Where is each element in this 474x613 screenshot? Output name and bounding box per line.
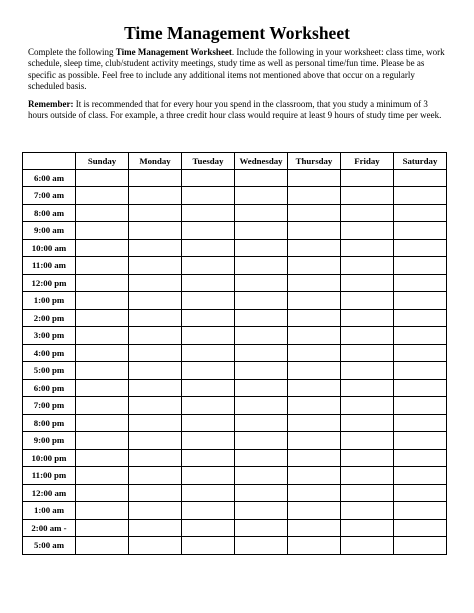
slot-cell-friday[interactable] xyxy=(341,432,394,450)
slot-cell-wednesday[interactable] xyxy=(235,204,288,222)
slot-cell-friday[interactable] xyxy=(341,397,394,415)
slot-cell-monday[interactable] xyxy=(129,379,182,397)
slot-cell-thursday[interactable] xyxy=(288,257,341,275)
time-label: 1:00 pm xyxy=(23,292,76,310)
slot-cell-friday[interactable] xyxy=(341,467,394,485)
slot-cell-friday[interactable] xyxy=(341,519,394,537)
slot-cell-tuesday[interactable] xyxy=(182,222,235,240)
schedule-row xyxy=(23,397,447,415)
time-label: 12:00 pm xyxy=(23,274,76,292)
time-label: 12:00 am xyxy=(23,484,76,502)
time-label: 11:00 am xyxy=(23,257,76,275)
time-label: 11:00 pm xyxy=(23,467,76,485)
slot-cell-friday[interactable] xyxy=(341,449,394,467)
slot-cell-saturday[interactable] xyxy=(394,537,447,555)
slot-cell-friday[interactable] xyxy=(341,257,394,275)
slot-cell-thursday[interactable] xyxy=(288,484,341,502)
slot-cell-sunday[interactable] xyxy=(76,274,129,292)
schedule-row xyxy=(23,274,447,292)
slot-cell-sunday[interactable] xyxy=(76,169,129,187)
slot-cell-thursday[interactable] xyxy=(288,519,341,537)
slot-cell-tuesday[interactable] xyxy=(182,257,235,275)
slot-cell-friday[interactable] xyxy=(341,309,394,327)
time-label-overnight-start: 2:00 am - xyxy=(23,519,76,537)
slot-cell-sunday[interactable] xyxy=(76,432,129,450)
slot-cell-saturday[interactable] xyxy=(394,519,447,537)
slot-cell-sunday[interactable] xyxy=(76,309,129,327)
slot-cell-sunday[interactable] xyxy=(76,414,129,432)
slot-cell-monday[interactable] xyxy=(129,309,182,327)
slot-cell-saturday[interactable] xyxy=(394,274,447,292)
slot-cell-wednesday[interactable] xyxy=(235,467,288,485)
slot-cell-wednesday[interactable] xyxy=(235,169,288,187)
slot-cell-thursday[interactable] xyxy=(288,432,341,450)
time-label-overnight-end: 5:00 am xyxy=(23,537,76,555)
slot-cell-tuesday[interactable] xyxy=(182,187,235,205)
schedule-row xyxy=(23,239,447,257)
slot-cell-thursday[interactable] xyxy=(288,379,341,397)
schedule-row xyxy=(23,222,447,240)
slot-cell-wednesday[interactable] xyxy=(235,344,288,362)
schedule-table xyxy=(22,152,447,555)
schedule-row xyxy=(23,502,447,520)
slot-cell-sunday[interactable] xyxy=(76,449,129,467)
slot-cell-saturday[interactable] xyxy=(394,327,447,345)
slot-cell-friday[interactable] xyxy=(341,414,394,432)
slot-cell-friday[interactable] xyxy=(341,484,394,502)
slot-cell-thursday[interactable] xyxy=(288,467,341,485)
slot-cell-tuesday[interactable] xyxy=(182,204,235,222)
remember-paragraph xyxy=(28,99,448,122)
slot-cell-saturday[interactable] xyxy=(394,362,447,380)
slot-cell-tuesday[interactable] xyxy=(182,327,235,345)
schedule-row xyxy=(23,519,447,537)
slot-cell-wednesday[interactable] xyxy=(235,379,288,397)
slot-cell-thursday[interactable] xyxy=(288,327,341,345)
day-header-thursday: Thursday xyxy=(288,153,341,170)
schedule-row xyxy=(23,414,447,432)
schedule-row xyxy=(23,449,447,467)
slot-cell-monday[interactable] xyxy=(129,519,182,537)
slot-cell-thursday[interactable] xyxy=(288,274,341,292)
slot-cell-thursday[interactable] xyxy=(288,537,341,555)
slot-cell-sunday[interactable] xyxy=(76,344,129,362)
day-header-monday: Monday xyxy=(129,153,182,170)
slot-cell-tuesday[interactable] xyxy=(182,169,235,187)
slot-cell-friday[interactable] xyxy=(341,169,394,187)
time-label: 7:00 am xyxy=(23,187,76,205)
slot-cell-monday[interactable] xyxy=(129,327,182,345)
slot-cell-wednesday[interactable] xyxy=(235,449,288,467)
schedule-row xyxy=(23,327,447,345)
slot-cell-friday[interactable] xyxy=(341,239,394,257)
slot-cell-thursday[interactable] xyxy=(288,502,341,520)
time-label: 10:00 pm xyxy=(23,449,76,467)
slot-cell-saturday[interactable] xyxy=(394,484,447,502)
schedule-row xyxy=(23,484,447,502)
slot-cell-wednesday[interactable] xyxy=(235,274,288,292)
slot-cell-tuesday[interactable] xyxy=(182,519,235,537)
slot-cell-sunday[interactable] xyxy=(76,362,129,380)
slot-cell-friday[interactable] xyxy=(341,222,394,240)
schedule-row xyxy=(23,187,447,205)
slot-cell-friday[interactable] xyxy=(341,502,394,520)
slot-cell-monday[interactable] xyxy=(129,239,182,257)
slot-cell-tuesday[interactable] xyxy=(182,362,235,380)
slot-cell-wednesday[interactable] xyxy=(235,292,288,310)
slot-cell-saturday[interactable] xyxy=(394,467,447,485)
slot-cell-saturday[interactable] xyxy=(394,187,447,205)
instructions-paragraph xyxy=(28,47,448,93)
day-header-sunday: Sunday xyxy=(76,153,129,170)
slot-cell-saturday[interactable] xyxy=(394,204,447,222)
slot-cell-friday[interactable] xyxy=(341,379,394,397)
slot-cell-friday[interactable] xyxy=(341,327,394,345)
time-label: 9:00 am xyxy=(23,222,76,240)
slot-cell-thursday[interactable] xyxy=(288,187,341,205)
slot-cell-monday[interactable] xyxy=(129,432,182,450)
slot-cell-saturday[interactable] xyxy=(394,292,447,310)
page-title: Time Management Worksheet xyxy=(124,23,350,43)
slot-cell-saturday[interactable] xyxy=(394,257,447,275)
slot-cell-thursday[interactable] xyxy=(288,222,341,240)
corner-cell xyxy=(23,153,76,170)
day-header-wednesday: Wednesday xyxy=(235,153,288,170)
slot-cell-wednesday[interactable] xyxy=(235,537,288,555)
header-row xyxy=(23,153,447,170)
slot-cell-sunday[interactable] xyxy=(76,187,129,205)
slot-cell-friday[interactable] xyxy=(341,344,394,362)
time-label: 8:00 pm xyxy=(23,414,76,432)
slot-cell-friday[interactable] xyxy=(341,292,394,310)
slot-cell-monday[interactable] xyxy=(129,292,182,310)
instructions-bold-title: Time Management Worksheet xyxy=(115,47,232,57)
slot-cell-tuesday[interactable] xyxy=(182,484,235,502)
slot-cell-friday[interactable] xyxy=(341,362,394,380)
schedule-row xyxy=(23,362,447,380)
slot-cell-monday[interactable] xyxy=(129,204,182,222)
time-label: 8:00 am xyxy=(23,204,76,222)
slot-cell-monday[interactable] xyxy=(129,344,182,362)
slot-cell-tuesday[interactable] xyxy=(182,537,235,555)
slot-cell-friday[interactable] xyxy=(341,537,394,555)
slot-cell-sunday[interactable] xyxy=(76,519,129,537)
time-label: 1:00 am xyxy=(23,502,76,520)
slot-cell-monday[interactable] xyxy=(129,274,182,292)
slot-cell-tuesday[interactable] xyxy=(182,502,235,520)
slot-cell-thursday[interactable] xyxy=(288,449,341,467)
time-label: 10:00 am xyxy=(23,239,76,257)
remember-text: It is recommended that for every hour you spend in the classroom, that you study a minimum of 3 hours outside of class. For example, a three credit hour class would require at least 9 hours of study time per week. xyxy=(28,99,442,121)
slot-cell-saturday[interactable] xyxy=(394,432,447,450)
slot-cell-monday[interactable] xyxy=(129,169,182,187)
slot-cell-wednesday[interactable] xyxy=(235,484,288,502)
time-label: 7:00 pm xyxy=(23,397,76,415)
slot-cell-saturday[interactable] xyxy=(394,169,447,187)
slot-cell-sunday[interactable] xyxy=(76,502,129,520)
slot-cell-monday[interactable] xyxy=(129,362,182,380)
slot-cell-monday[interactable] xyxy=(129,187,182,205)
slot-cell-monday[interactable] xyxy=(129,502,182,520)
slot-cell-monday[interactable] xyxy=(129,484,182,502)
slot-cell-saturday[interactable] xyxy=(394,309,447,327)
slot-cell-thursday[interactable] xyxy=(288,309,341,327)
schedule-row xyxy=(23,537,447,555)
slot-cell-saturday[interactable] xyxy=(394,239,447,257)
time-label: 2:00 pm xyxy=(23,309,76,327)
slot-cell-thursday[interactable] xyxy=(288,344,341,362)
slot-cell-thursday[interactable] xyxy=(288,362,341,380)
time-label: 9:00 pm xyxy=(23,432,76,450)
slot-cell-friday[interactable] xyxy=(341,274,394,292)
schedule-row xyxy=(23,379,447,397)
slot-cell-monday[interactable] xyxy=(129,414,182,432)
slot-cell-saturday[interactable] xyxy=(394,449,447,467)
slot-cell-tuesday[interactable] xyxy=(182,379,235,397)
time-label: 6:00 pm xyxy=(23,379,76,397)
slot-cell-saturday[interactable] xyxy=(394,344,447,362)
time-label: 6:00 am xyxy=(23,169,76,187)
slot-cell-monday[interactable] xyxy=(129,257,182,275)
schedule-row xyxy=(23,344,447,362)
slot-cell-sunday[interactable] xyxy=(76,397,129,415)
slot-cell-monday[interactable] xyxy=(129,537,182,555)
slot-cell-thursday[interactable] xyxy=(288,397,341,415)
time-label: 5:00 pm xyxy=(23,362,76,380)
slot-cell-tuesday[interactable] xyxy=(182,449,235,467)
slot-cell-sunday[interactable] xyxy=(76,204,129,222)
slot-cell-saturday[interactable] xyxy=(394,502,447,520)
slot-cell-tuesday[interactable] xyxy=(182,432,235,450)
schedule-row xyxy=(23,292,447,310)
slot-cell-tuesday[interactable] xyxy=(182,414,235,432)
slot-cell-thursday[interactable] xyxy=(288,239,341,257)
slot-cell-sunday[interactable] xyxy=(76,222,129,240)
time-label: 3:00 pm xyxy=(23,327,76,345)
instructions-rest: . Include the following in your worksheet: class time, work schedule, sleep time, club/student activity meetings, study time as well as personal time/fun time. Please be as specific as possible. Feel free to include any additional items not mentioned above that occur on a regularly scheduled basis. xyxy=(28,47,445,92)
slot-cell-tuesday[interactable] xyxy=(182,292,235,310)
slot-cell-friday[interactable] xyxy=(341,204,394,222)
schedule-row xyxy=(23,257,447,275)
slot-cell-thursday[interactable] xyxy=(288,204,341,222)
slot-cell-saturday[interactable] xyxy=(394,222,447,240)
slot-cell-wednesday[interactable] xyxy=(235,222,288,240)
slot-cell-monday[interactable] xyxy=(129,397,182,415)
slot-cell-wednesday[interactable] xyxy=(235,432,288,450)
slot-cell-monday[interactable] xyxy=(129,467,182,485)
slot-cell-wednesday[interactable] xyxy=(235,239,288,257)
slot-cell-monday[interactable] xyxy=(129,449,182,467)
slot-cell-tuesday[interactable] xyxy=(182,467,235,485)
slot-cell-wednesday[interactable] xyxy=(235,257,288,275)
remember-label: Remember: xyxy=(28,99,74,109)
day-header-friday: Friday xyxy=(341,153,394,170)
day-header-tuesday: Tuesday xyxy=(182,153,235,170)
day-header-saturday: Saturday xyxy=(394,153,447,170)
slot-cell-wednesday[interactable] xyxy=(235,397,288,415)
slot-cell-thursday[interactable] xyxy=(288,414,341,432)
schedule-row xyxy=(23,432,447,450)
schedule-row xyxy=(23,467,447,485)
slot-cell-saturday[interactable] xyxy=(394,379,447,397)
instructions-lead: Complete the following xyxy=(28,47,116,57)
time-label: 4:00 pm xyxy=(23,344,76,362)
slot-cell-sunday[interactable] xyxy=(76,379,129,397)
slot-cell-tuesday[interactable] xyxy=(182,309,235,327)
slot-cell-wednesday[interactable] xyxy=(235,327,288,345)
slot-cell-sunday[interactable] xyxy=(76,327,129,345)
slot-cell-sunday[interactable] xyxy=(76,484,129,502)
slot-cell-wednesday[interactable] xyxy=(235,362,288,380)
slot-cell-tuesday[interactable] xyxy=(182,344,235,362)
slot-cell-tuesday[interactable] xyxy=(182,397,235,415)
slot-cell-thursday[interactable] xyxy=(288,292,341,310)
schedule-row xyxy=(23,204,447,222)
slot-cell-wednesday[interactable] xyxy=(235,414,288,432)
slot-cell-wednesday[interactable] xyxy=(235,309,288,327)
slot-cell-sunday[interactable] xyxy=(76,467,129,485)
slot-cell-tuesday[interactable] xyxy=(182,239,235,257)
slot-cell-sunday[interactable] xyxy=(76,537,129,555)
slot-cell-wednesday[interactable] xyxy=(235,187,288,205)
slot-cell-tuesday[interactable] xyxy=(182,274,235,292)
slot-cell-wednesday[interactable] xyxy=(235,519,288,537)
slot-cell-thursday[interactable] xyxy=(288,169,341,187)
slot-cell-friday[interactable] xyxy=(341,187,394,205)
slot-cell-sunday[interactable] xyxy=(76,257,129,275)
slot-cell-sunday[interactable] xyxy=(76,292,129,310)
slot-cell-monday[interactable] xyxy=(129,222,182,240)
schedule-row xyxy=(23,169,447,187)
slot-cell-saturday[interactable] xyxy=(394,414,447,432)
slot-cell-wednesday[interactable] xyxy=(235,502,288,520)
schedule-row xyxy=(23,309,447,327)
slot-cell-sunday[interactable] xyxy=(76,239,129,257)
slot-cell-saturday[interactable] xyxy=(394,397,447,415)
